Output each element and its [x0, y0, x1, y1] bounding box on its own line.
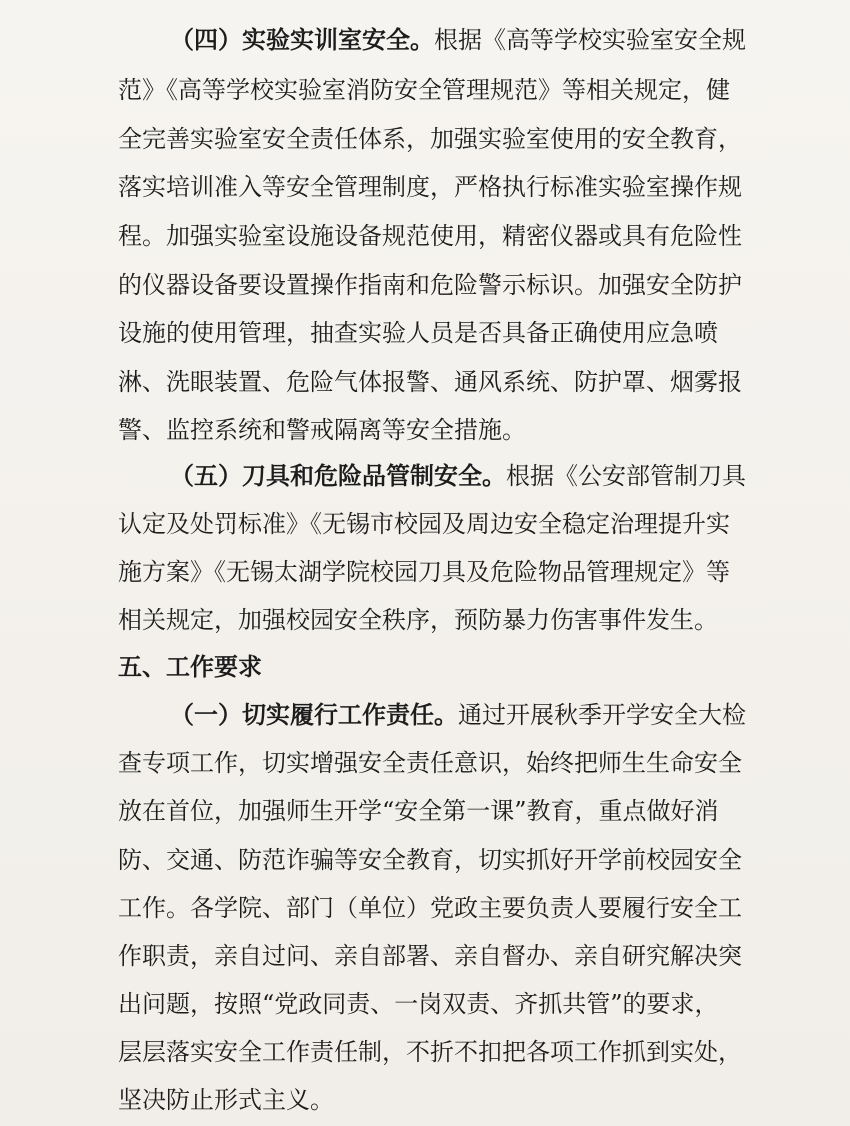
- text-span: 根据《高等学校实验室安全规: [434, 26, 746, 54]
- text-span: 全完善实验室安全责任体系，加强实验室使用的安全教育，: [118, 125, 742, 153]
- text-span: 放在首位，加强师生开学“安全第一课”教育，重点做好消: [118, 797, 719, 825]
- section-heading: （四）实验实训室安全。: [170, 25, 434, 54]
- text-line: [118, 404, 718, 456]
- text-line: [118, 64, 730, 116]
- text-span: 警、监控系统和警戒隔离等安全措施。: [118, 416, 526, 444]
- text-span: 防、交通、防范诈骗等安全教育，切实抓好开学前校园安全: [118, 846, 742, 874]
- text-line: [118, 737, 742, 789]
- text-line: [118, 594, 718, 646]
- text-line: [118, 498, 730, 550]
- text-span: 范》《高等学校实验室消防安全管理规范》等相关规定，健: [118, 76, 730, 104]
- section-heading: （五）刀具和危险品管制安全。: [170, 461, 506, 490]
- text-span: 程。加强实验室设施设备规范使用，精密仪器或具有危险性: [118, 222, 742, 250]
- text-span: 认定及处罚标准》《无锡市校园及周边安全稳定治理提升实: [118, 510, 730, 538]
- text-line: [118, 930, 742, 982]
- text-line: [118, 882, 742, 934]
- chapter-heading-text: 五、工作要求: [118, 652, 262, 681]
- text-line: [118, 161, 742, 213]
- text-span: 出问题，按照“党政同责、一岗双责、齐抓共管”的要求，: [118, 990, 719, 1018]
- section-heading: （一）切实履行工作责任。: [170, 700, 458, 729]
- text-span: 的仪器设备要设置操作指南和危险警示标识。加强安全防护: [118, 271, 742, 299]
- text-line: [118, 356, 742, 408]
- text-span: 工作。各学院、部门（单位）党政主要负责人要履行安全工: [118, 894, 742, 922]
- text-span: 落实培训准入等安全管理制度，严格执行标准实验室操作规: [118, 173, 742, 201]
- text-line: [118, 1026, 742, 1078]
- text-span: 相关规定，加强校园安全秩序，预防暴力伤害事件发生。: [118, 606, 718, 634]
- text-line: [118, 978, 718, 1030]
- text-line: [118, 307, 718, 359]
- text-line: [170, 450, 746, 502]
- text-line: [118, 1074, 718, 1126]
- text-line: [118, 113, 742, 165]
- text-span: 根据《公安部管制刀具: [506, 462, 746, 490]
- text-line: [118, 259, 742, 311]
- chapter-heading: [118, 641, 718, 693]
- text-span: 坚决防止形式主义。: [118, 1086, 334, 1114]
- text-line: [118, 785, 718, 837]
- text-span: 作职责，亲自过问、亲自部署、亲自督办、亲自研究解决突: [118, 942, 742, 970]
- text-line: [170, 14, 746, 66]
- text-span: 层层落实安全工作责任制，不折不扣把各项工作抓到实处，: [118, 1038, 742, 1066]
- text-line: [118, 834, 742, 886]
- text-line: [118, 546, 730, 598]
- text-span: 查专项工作，切实增强安全责任意识，始终把师生生命安全: [118, 749, 742, 777]
- text-span: 淋、洗眼装置、危险气体报警、通风系统、防护罩、烟雾报: [118, 368, 742, 396]
- text-span: 施方案》《无锡太湖学院校园刀具及危险物品管理规定》等: [118, 558, 730, 586]
- text-line: [118, 210, 742, 262]
- text-span: 通过开展秋季开学安全大检: [458, 701, 746, 729]
- text-line: [170, 689, 746, 741]
- text-span: 设施的使用管理，抽查实验人员是否具备正确使用应急喷: [118, 319, 718, 347]
